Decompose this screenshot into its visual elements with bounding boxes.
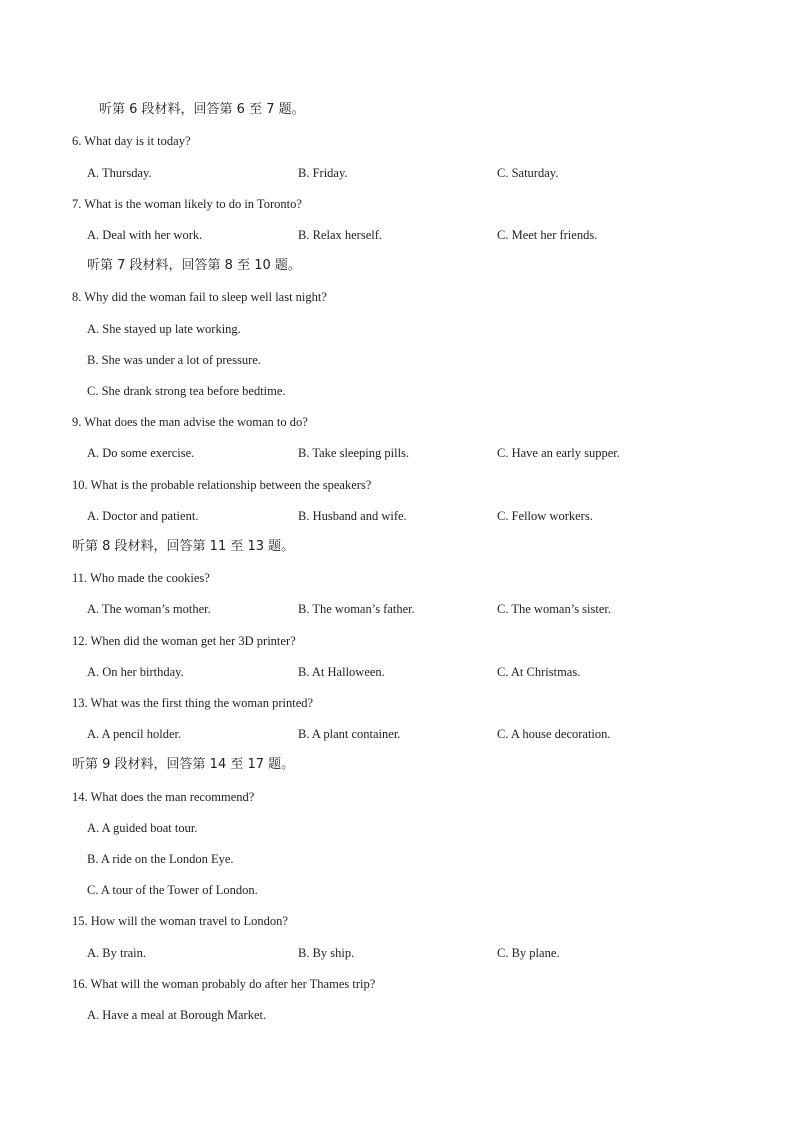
question-stem: 11. Who made the cookies? xyxy=(72,571,210,585)
section-heading: 听第 8 段材料，回答第 11 至 13 题。 xyxy=(72,539,295,554)
question-stem: 13. What was the first thing the woman printed? xyxy=(72,696,314,710)
option-b: B. Relax herself. xyxy=(298,228,383,242)
option-b: B. The woman’s father. xyxy=(298,602,415,616)
option-a: A. Doctor and patient. xyxy=(87,509,199,523)
option-b: B. At Halloween. xyxy=(298,665,385,679)
section-heading: 听第 7 段材料，回答第 8 至 10 题。 xyxy=(87,258,301,273)
option-a: A. She stayed up late working. xyxy=(87,322,241,336)
option-c: C. The woman’s sister. xyxy=(497,602,612,616)
option-c: C. A house decoration. xyxy=(497,727,611,741)
option-a: A. Deal with her work. xyxy=(87,228,203,242)
option-c: C. Saturday. xyxy=(497,166,559,180)
option-a: A. Thursday. xyxy=(87,166,152,180)
option-c: C. At Christmas. xyxy=(497,665,581,679)
option-a: A. Have a meal at Borough Market. xyxy=(87,1008,267,1022)
option-b: B. By ship. xyxy=(298,946,355,960)
section-heading: 听第 9 段材料，回答第 14 至 17 题。 xyxy=(72,757,295,772)
option-a: A. A guided boat tour. xyxy=(87,821,198,835)
section-heading: 听第 6 段材料，回答第 6 至 7 题。 xyxy=(99,102,305,117)
question-stem: 12. When did the woman get her 3D printer? xyxy=(72,634,296,648)
option-c: C. She drank strong tea before bedtime. xyxy=(87,384,286,398)
question-stem: 10. What is the probable relationship between the speakers? xyxy=(72,478,372,492)
option-c: C. Have an early supper. xyxy=(497,446,620,460)
option-a: A. Do some exercise. xyxy=(87,446,195,460)
option-c: C. By plane. xyxy=(497,946,560,960)
option-a: A. A pencil holder. xyxy=(87,727,182,741)
option-c: C. Meet her friends. xyxy=(497,228,598,242)
question-stem: 7. What is the woman likely to do in Toronto? xyxy=(72,197,302,211)
option-b: B. Husband and wife. xyxy=(298,509,407,523)
option-b: B. Friday. xyxy=(298,166,348,180)
option-b: B. A plant container. xyxy=(298,727,401,741)
question-stem: 6. What day is it today? xyxy=(72,134,191,148)
question-stem: 15. How will the woman travel to London? xyxy=(72,914,288,928)
option-b: B. Take sleeping pills. xyxy=(298,446,410,460)
question-stem: 16. What will the woman probably do after her Thames trip? xyxy=(72,977,376,991)
option-a: A. By train. xyxy=(87,946,147,960)
option-b: B. A ride on the London Eye. xyxy=(87,852,234,866)
option-a: A. On her birthday. xyxy=(87,665,184,679)
question-stem: 8. Why did the woman fail to sleep well last night? xyxy=(72,290,327,304)
option-b: B. She was under a lot of pressure. xyxy=(87,353,261,367)
option-c: C. Fellow workers. xyxy=(497,509,593,523)
option-c: C. A tour of the Tower of London. xyxy=(87,883,258,897)
question-stem: 9. What does the man advise the woman to do? xyxy=(72,415,308,429)
question-stem: 14. What does the man recommend? xyxy=(72,790,255,804)
option-a: A. The woman’s mother. xyxy=(87,602,211,616)
